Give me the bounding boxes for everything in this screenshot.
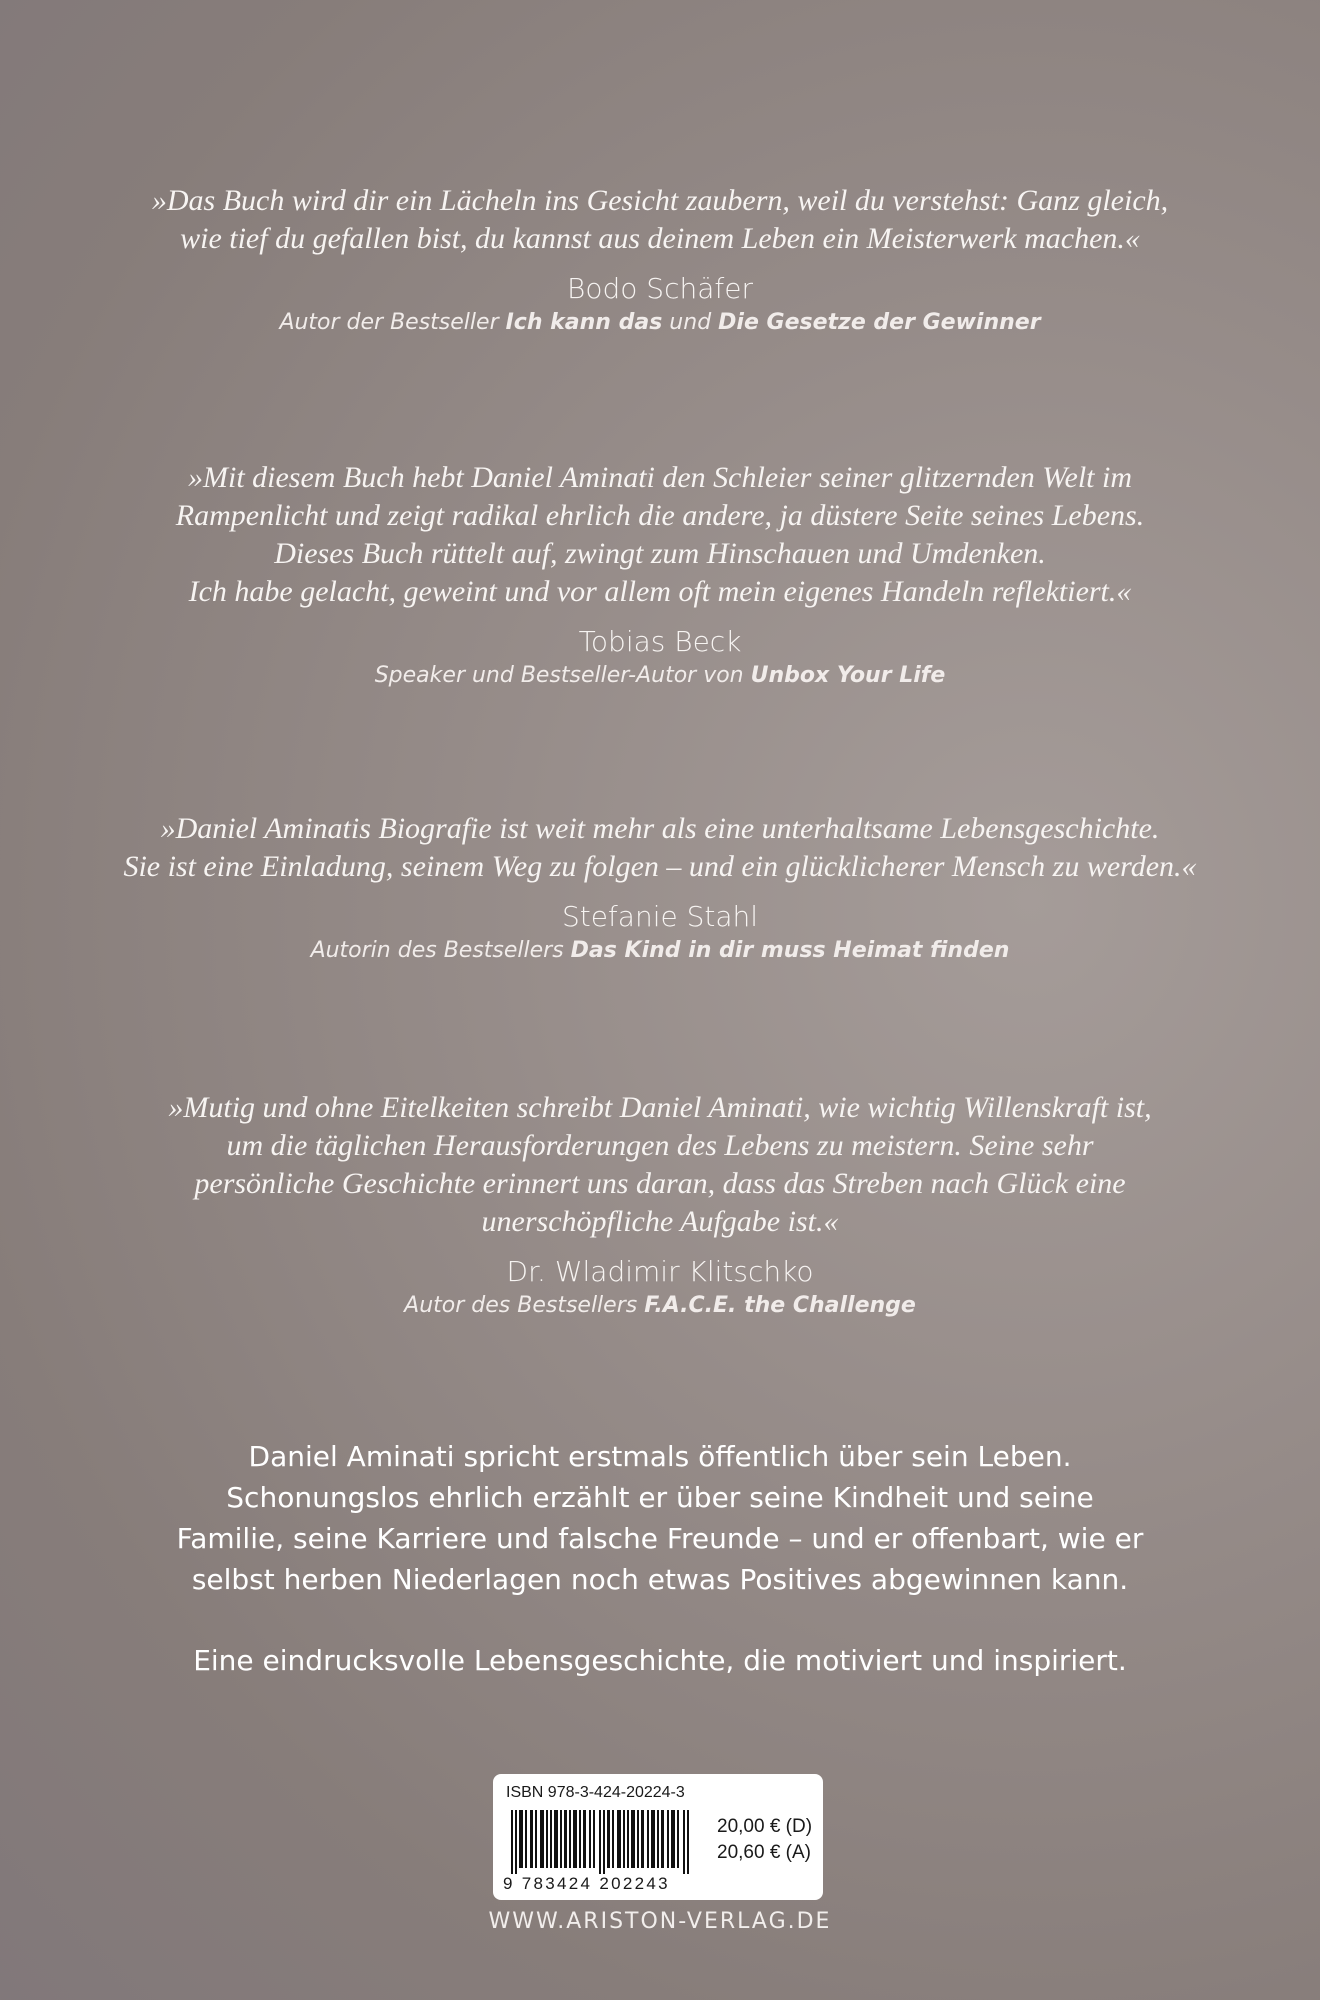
quote-text: »Daniel Aminatis Biografie ist weit mehr als eine unterhaltsame Lebensgeschichte. Sie ist eine Einladung, seinem Weg zu folgen – und ein glücklicherer Mensch zu werden.« (123, 812, 1197, 883)
barcode-digits: 9 783424 202243 (503, 1874, 670, 1893)
quote-author: Tobias Beck (578, 625, 742, 658)
quote-credit: Autor der Bestseller Ich kann das und Die Gesetze der Gewinner (279, 310, 1041, 335)
closing-line: Eine eindrucksvolle Lebensgeschichte, die motiviert und inspiriert. (193, 1644, 1127, 1677)
quote-credit: Autor des Bestsellers F.A.C.E. the Challenge (404, 1293, 916, 1318)
quote-text: »Mit diesem Buch hebt Daniel Aminati den Schleier seiner glitzernden Welt im Rampenlicht und zeigt radikal ehrlich die andere, ja düstere Seite seines Lebens. Dieses Buch rüttelt auf, zwingt zum Hinschauen und Umdenken. Ich habe gelacht, geweint und vor allem oft mein eigenes Handeln reflektiert.« (175, 461, 1145, 608)
quote-author: Stefanie Stahl (561, 900, 759, 933)
quote-credit: Autorin des Bestsellers Das Kind in dir muss Heimat finden (310, 938, 1010, 963)
quote-block-klitschko (0, 1089, 1320, 1321)
quote-block-beck (0, 459, 1320, 691)
quote-text: »Mutig und ohne Eitelkeiten schreibt Daniel Aminati, wie wichtig Willenskraft ist, um die täglichen Herausforderungen des Lebens zu meistern. Seine sehr persönliche Geschichte erinnert uns daran, dass das Streben nach Glück eine unerschöpfliche Aufgabe ist.« (168, 1091, 1152, 1238)
quote-credit: Speaker und Bestseller-Autor von Unbox Your Life (374, 663, 946, 688)
publisher-website: WWW.ARISTON-VERLAG.DE (488, 1909, 832, 1934)
price-list (717, 1814, 812, 1866)
price-austria: 20,60 € (A) (717, 1842, 811, 1863)
quote-block-stahl (0, 810, 1320, 966)
price-germany: 20,00 € (D) (717, 1816, 813, 1837)
quote-text: »Das Buch wird dir ein Lächeln ins Gesicht zaubern, weil du verstehst: Ganz gleich, wie tief du gefallen bist, du kannst aus deinem Leben ein Meisterwerk machen.« (151, 184, 1169, 255)
quote-block-schaefer (0, 182, 1320, 338)
isbn-label: ISBN 978-3-424-20224-3 (506, 1784, 685, 1801)
quote-author: Bodo Schäfer (567, 272, 753, 305)
book-blurb: Daniel Aminati spricht erstmals öffentlich über sein Leben. Schonungslos ehrlich erzählt er über seine Kindheit und seine Familie, seine Karriere und falsche Freunde – und er offenbart, wie er selbst herben Niederlagen noch etwas Positives abgewinnen kann. (176, 1440, 1144, 1596)
quote-author: Dr. Wladimir Klitschko (506, 1255, 814, 1288)
isbn-barcode-box (493, 1774, 823, 1900)
barcode-icon (511, 1810, 691, 1874)
